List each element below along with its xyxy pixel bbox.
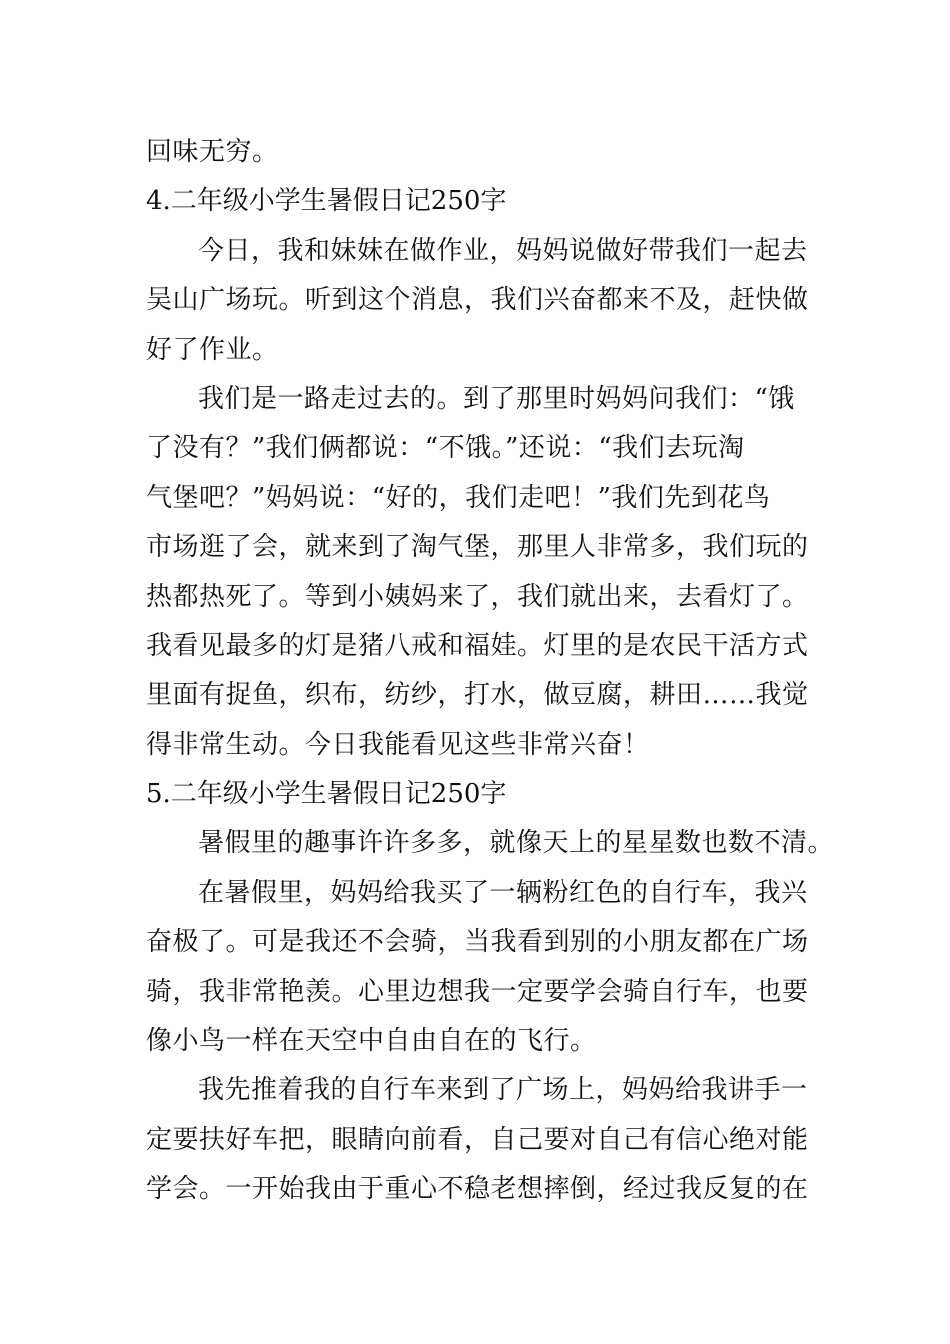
paragraph-line: 市场逛了会，就来到了淘气堡，那里人非常多，我们玩的 xyxy=(146,532,809,563)
paragraph-line: 我先推着我的自行车来到了广场上，妈妈给我讲手一 xyxy=(198,1075,808,1106)
section-heading: 4.二年级小学生暑假日记250字 xyxy=(146,186,507,217)
paragraph-line: 奋极了。可是我还不会骑，当我看到别的小朋友都在广场 xyxy=(146,927,809,958)
paragraph-line: 我们是一路走过去的。到了那里时妈妈问我们：“饿 xyxy=(198,383,795,414)
paragraph-line: 像小鸟一样在天空中自由自在的飞行。 xyxy=(146,1026,597,1057)
paragraph-line: 在暑假里，妈妈给我买了一辆粉红色的自行车，我兴 xyxy=(198,877,808,908)
paragraph-line: 定要扶好车把，眼睛向前看，自己要对自己有信心绝对能 xyxy=(146,1124,809,1155)
document-page xyxy=(146,128,835,1215)
paragraph-line: 学会。一开始我由于重心不稳老想摔倒，经过我反复的在 xyxy=(146,1174,809,1205)
paragraph-line: 热都热死了。等到小姨妈来了，我们就出来，去看灯了。 xyxy=(146,581,809,612)
paragraph-line: 暑假里的趣事许许多多，就像天上的星星数也数不清。 xyxy=(198,828,835,859)
paragraph-line: 里面有捉鱼，织布，纺纱，打水，做豆腐，耕田……我觉 xyxy=(146,680,809,711)
paragraph-line: 了没有？”我们俩都说：“不饿。”还说：“我们去玩淘 xyxy=(146,433,745,464)
section-heading: 5.二年级小学生暑假日记250字 xyxy=(146,779,507,810)
paragraph-line: 我看见最多的灯是猪八戒和福娃。灯里的是农民干活方式 xyxy=(146,630,809,661)
paragraph-line: 好了作业。 xyxy=(146,334,279,365)
paragraph-line: 吴山广场玩。听到这个消息，我们兴奋都来不及，赶快做 xyxy=(146,285,809,316)
paragraph-line: 回味无穷。 xyxy=(146,137,279,167)
paragraph-line: 骑，我非常艳羡。心里边想我一定要学会骑自行车，也要 xyxy=(146,976,809,1007)
paragraph-line: 得非常生动。今日我能看见这些非常兴奋！ xyxy=(146,729,650,760)
paragraph-line: 气堡吧？”妈妈说：“好的，我们走吧！”我们先到花鸟 xyxy=(146,482,771,513)
paragraph-line: 今日，我和妹妹在做作业，妈妈说做好带我们一起去 xyxy=(198,235,808,266)
